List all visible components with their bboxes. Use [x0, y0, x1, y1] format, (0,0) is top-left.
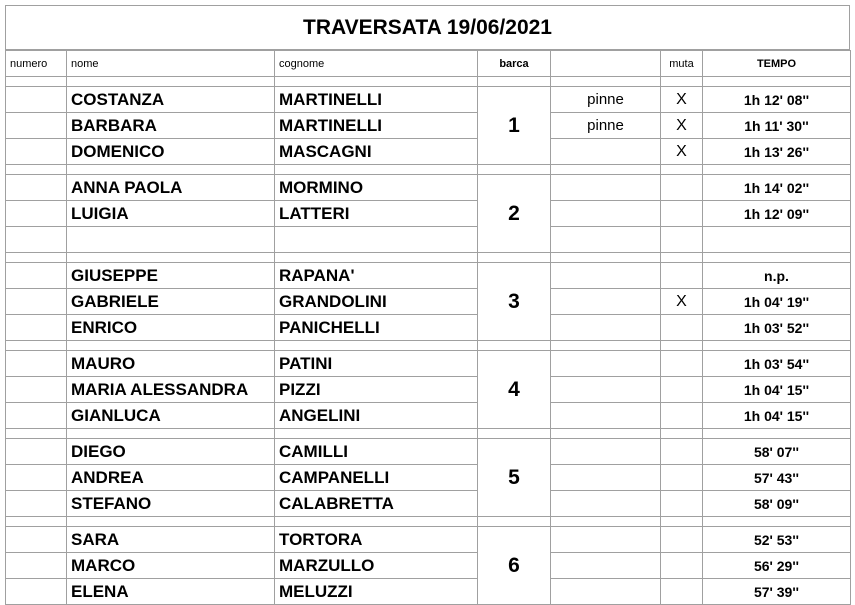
cell-numero[interactable] [6, 553, 67, 579]
cell-note[interactable] [551, 263, 661, 289]
sheet-title[interactable]: TRAVERSATA 19/06/2021 [5, 5, 850, 50]
spacer-cell[interactable] [478, 429, 551, 439]
cell-nome[interactable]: ANNA PAOLA [67, 175, 275, 201]
table-row [6, 315, 851, 341]
cell-tempo[interactable]: 58' 07'' [703, 439, 851, 465]
spacer-cell[interactable] [661, 77, 703, 87]
spacer-cell[interactable] [551, 253, 661, 263]
cell-note[interactable] [551, 439, 661, 465]
cell-muta[interactable] [661, 527, 703, 553]
table-row [6, 553, 851, 579]
cell-nome[interactable]: SARA [67, 527, 275, 553]
cell-numero[interactable] [6, 263, 67, 289]
header-muta[interactable]: muta [661, 51, 703, 77]
cell-numero[interactable] [6, 491, 67, 517]
cell-cognome[interactable]: CAMILLI [275, 439, 478, 465]
spacer-cell[interactable] [478, 77, 551, 87]
cell-tempo[interactable]: 1h 12' 08'' [703, 87, 851, 113]
cell-note[interactable] [551, 315, 661, 341]
cell-tempo[interactable]: 56' 29'' [703, 553, 851, 579]
cell-tempo[interactable]: 52' 53'' [703, 527, 851, 553]
cell-barca[interactable]: 1 [478, 87, 551, 165]
spacer-cell[interactable] [6, 517, 67, 527]
cell-tempo[interactable]: n.p. [703, 263, 851, 289]
table-row [6, 491, 851, 517]
spacer-cell[interactable] [275, 165, 478, 175]
cell-numero[interactable] [6, 113, 67, 139]
cell-numero[interactable] [6, 175, 67, 201]
cell-cognome[interactable]: MASCAGNI [275, 139, 478, 165]
spacer-cell[interactable] [67, 77, 275, 87]
cell-numero[interactable] [6, 377, 67, 403]
cell-numero[interactable] [6, 465, 67, 491]
cell-cognome[interactable]: GRANDOLINI [275, 289, 478, 315]
cell-note[interactable] [551, 289, 661, 315]
spacer-cell[interactable] [6, 165, 67, 175]
cell-muta[interactable]: X [661, 113, 703, 139]
table-row [6, 289, 851, 315]
cell-numero[interactable] [6, 227, 67, 253]
cell-tempo[interactable]: 1h 04' 15'' [703, 403, 851, 429]
spacer-cell[interactable] [478, 165, 551, 175]
table-row [6, 113, 851, 139]
cell-note[interactable] [551, 553, 661, 579]
cell-muta[interactable] [661, 465, 703, 491]
cell-muta[interactable] [661, 227, 703, 253]
cell-note[interactable] [551, 403, 661, 429]
cell-barca[interactable]: 6 [478, 527, 551, 605]
cell-cognome[interactable]: MARZULLO [275, 553, 478, 579]
cell-nome[interactable]: ENRICO [67, 315, 275, 341]
cell-barca[interactable]: 2 [478, 175, 551, 253]
header-cognome[interactable]: cognome [275, 51, 478, 77]
cell-note[interactable] [551, 491, 661, 517]
cell-note[interactable] [551, 175, 661, 201]
cell-note[interactable] [551, 227, 661, 253]
spacer-row [6, 517, 851, 527]
cell-numero[interactable] [6, 351, 67, 377]
cell-cognome[interactable]: PANICHELLI [275, 315, 478, 341]
table-row [6, 87, 851, 113]
cell-note[interactable]: pinne [551, 113, 661, 139]
spacer-cell[interactable] [661, 165, 703, 175]
spacer-cell[interactable] [6, 429, 67, 439]
spacer-cell[interactable] [6, 77, 67, 87]
cell-numero[interactable] [6, 139, 67, 165]
spacer-cell[interactable] [703, 517, 851, 527]
cell-nome[interactable]: DIEGO [67, 439, 275, 465]
spacer-row [6, 165, 851, 175]
cell-muta[interactable] [661, 491, 703, 517]
cell-muta[interactable] [661, 263, 703, 289]
cell-muta[interactable]: X [661, 289, 703, 315]
cell-note[interactable] [551, 351, 661, 377]
cell-nome[interactable]: COSTANZA [67, 87, 275, 113]
cell-tempo[interactable]: 58' 09'' [703, 491, 851, 517]
spacer-cell[interactable] [661, 517, 703, 527]
spacer-cell[interactable] [661, 253, 703, 263]
table-row [6, 579, 851, 605]
cell-note[interactable]: pinne [551, 87, 661, 113]
header-note[interactable] [551, 51, 661, 77]
cell-nome[interactable]: MARIA ALESSANDRA [67, 377, 275, 403]
cell-tempo[interactable]: 1h 14' 02'' [703, 175, 851, 201]
spacer-cell[interactable] [551, 517, 661, 527]
table-row [6, 201, 851, 227]
cell-numero[interactable] [6, 315, 67, 341]
table-row [6, 377, 851, 403]
cell-muta[interactable] [661, 553, 703, 579]
cell-muta[interactable] [661, 377, 703, 403]
cell-muta[interactable] [661, 175, 703, 201]
spacer-cell[interactable] [275, 429, 478, 439]
cell-muta[interactable] [661, 403, 703, 429]
cell-tempo[interactable]: 1h 03' 52'' [703, 315, 851, 341]
spacer-cell[interactable] [67, 517, 275, 527]
cell-muta[interactable]: X [661, 87, 703, 113]
spacer-cell[interactable] [275, 253, 478, 263]
cell-nome[interactable]: GABRIELE [67, 289, 275, 315]
table-row [6, 403, 851, 429]
spacer-row [6, 253, 851, 263]
cell-barca[interactable]: 4 [478, 351, 551, 429]
cell-cognome[interactable]: MARTINELLI [275, 87, 478, 113]
cell-cognome[interactable]: CAMPANELLI [275, 465, 478, 491]
table-row [6, 227, 851, 253]
cell-note[interactable] [551, 527, 661, 553]
cell-numero[interactable] [6, 87, 67, 113]
cell-numero[interactable] [6, 439, 67, 465]
results-table-body [6, 51, 851, 605]
cell-muta[interactable] [661, 439, 703, 465]
spacer-cell[interactable] [551, 429, 661, 439]
header-numero[interactable]: numero [6, 51, 67, 77]
cell-tempo[interactable]: 1h 04' 19'' [703, 289, 851, 315]
spacer-cell[interactable] [703, 429, 851, 439]
spacer-cell[interactable] [67, 341, 275, 351]
cell-nome[interactable]: BARBARA [67, 113, 275, 139]
cell-barca[interactable]: 5 [478, 439, 551, 517]
spacer-cell[interactable] [703, 165, 851, 175]
cell-muta[interactable] [661, 315, 703, 341]
spacer-cell[interactable] [67, 253, 275, 263]
spacer-row [6, 429, 851, 439]
cell-nome[interactable]: DOMENICO [67, 139, 275, 165]
table-row [6, 175, 851, 201]
cell-tempo[interactable]: 1h 03' 54'' [703, 351, 851, 377]
cell-cognome[interactable]: PIZZI [275, 377, 478, 403]
header-row [6, 51, 851, 77]
cell-numero[interactable] [6, 579, 67, 605]
cell-muta[interactable]: X [661, 139, 703, 165]
table-row [6, 351, 851, 377]
spacer-cell[interactable] [6, 341, 67, 351]
cell-nome[interactable]: GIANLUCA [67, 403, 275, 429]
spacer-cell[interactable] [478, 341, 551, 351]
spacer-cell[interactable] [703, 341, 851, 351]
spacer-row [6, 77, 851, 87]
cell-barca[interactable]: 3 [478, 263, 551, 341]
cell-tempo[interactable]: 1h 04' 15'' [703, 377, 851, 403]
cell-numero[interactable] [6, 527, 67, 553]
spacer-row [6, 341, 851, 351]
cell-tempo[interactable] [703, 227, 851, 253]
table-row [6, 465, 851, 491]
cell-cognome[interactable]: RAPANA' [275, 263, 478, 289]
cell-numero[interactable] [6, 403, 67, 429]
cell-cognome[interactable]: LATTERI [275, 201, 478, 227]
cell-cognome[interactable]: TORTORA [275, 527, 478, 553]
cell-nome[interactable]: MARCO [67, 553, 275, 579]
header-tempo[interactable]: TEMPO [703, 51, 851, 77]
cell-numero[interactable] [6, 289, 67, 315]
cell-cognome[interactable]: MORMINO [275, 175, 478, 201]
spacer-cell[interactable] [67, 165, 275, 175]
spacer-cell[interactable] [551, 77, 661, 87]
cell-nome[interactable]: STEFANO [67, 491, 275, 517]
cell-cognome[interactable]: CALABRETTA [275, 491, 478, 517]
table-row [6, 527, 851, 553]
cell-nome[interactable] [67, 227, 275, 253]
spacer-cell[interactable] [661, 341, 703, 351]
cell-muta[interactable] [661, 351, 703, 377]
cell-cognome[interactable]: MARTINELLI [275, 113, 478, 139]
header-barca[interactable]: barca [478, 51, 551, 77]
spacer-cell[interactable] [551, 341, 661, 351]
results-table [5, 50, 851, 605]
cell-cognome[interactable]: ANGELINI [275, 403, 478, 429]
spacer-cell[interactable] [703, 253, 851, 263]
spacer-cell[interactable] [478, 517, 551, 527]
spacer-cell[interactable] [478, 253, 551, 263]
cell-muta[interactable] [661, 201, 703, 227]
spacer-cell[interactable] [703, 77, 851, 87]
cell-tempo[interactable]: 57' 39'' [703, 579, 851, 605]
spacer-cell[interactable] [275, 341, 478, 351]
table-row [6, 439, 851, 465]
cell-nome[interactable]: GIUSEPPE [67, 263, 275, 289]
spacer-cell[interactable] [67, 429, 275, 439]
table-row [6, 139, 851, 165]
spacer-cell[interactable] [6, 253, 67, 263]
cell-note[interactable] [551, 465, 661, 491]
cell-tempo[interactable]: 1h 12' 09'' [703, 201, 851, 227]
cell-cognome[interactable]: MELUZZI [275, 579, 478, 605]
cell-note[interactable] [551, 377, 661, 403]
spacer-cell[interactable] [275, 517, 478, 527]
cell-nome[interactable]: LUIGIA [67, 201, 275, 227]
cell-tempo[interactable]: 1h 13' 26'' [703, 139, 851, 165]
spacer-cell[interactable] [661, 429, 703, 439]
cell-tempo[interactable]: 1h 11' 30'' [703, 113, 851, 139]
table-row [6, 263, 851, 289]
cell-note[interactable] [551, 139, 661, 165]
cell-cognome[interactable]: PATINI [275, 351, 478, 377]
cell-cognome[interactable] [275, 227, 478, 253]
cell-numero[interactable] [6, 201, 67, 227]
cell-nome[interactable]: ELENA [67, 579, 275, 605]
header-nome[interactable]: nome [67, 51, 275, 77]
spacer-cell[interactable] [551, 165, 661, 175]
spacer-cell[interactable] [275, 77, 478, 87]
cell-note[interactable] [551, 579, 661, 605]
cell-muta[interactable] [661, 579, 703, 605]
cell-nome[interactable]: MAURO [67, 351, 275, 377]
cell-tempo[interactable]: 57' 43'' [703, 465, 851, 491]
cell-note[interactable] [551, 201, 661, 227]
cell-nome[interactable]: ANDREA [67, 465, 275, 491]
